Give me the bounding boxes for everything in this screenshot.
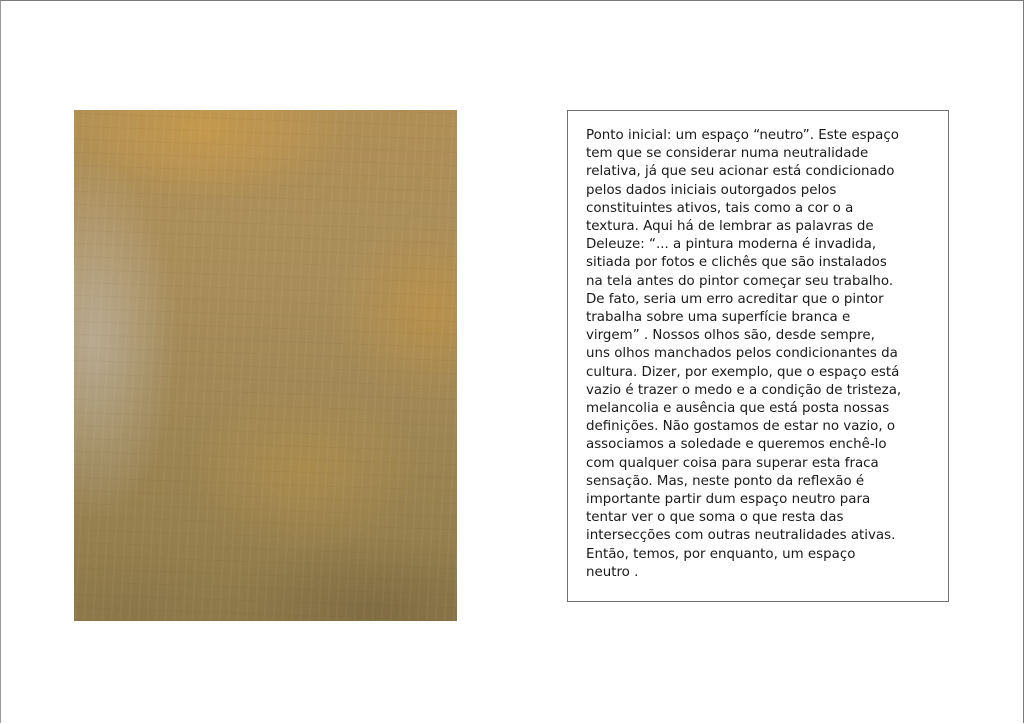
body-paragraph: Ponto inicial: um espaço “neutro”. Este espaço tem que se considerar numa neutralidade relativa, já que seu acionar está condicionado pelos dados iniciais outorgados pelos constituintes ativos, tais como a cor o a textura. Aqui há de lembrar as palavras de Deleuze: “... a pintura moderna é invadida, sitiada por fotos e clichês que são instalados na tela antes do pintor começar seu trabalho. De fato, seria um erro acreditar que o pintor trabalha sobre uma superfície branca e virgem” . Nossos olhos são, desde sempre, uns olhos manchados pelos condicionantes da cultura. Dizer, por exemplo, que o espaço está vazio é trazer o medo e a condição de tristeza, melancolia e ausência que está posta nossas definições. Não gostamos de estar no vazio, o associamos a soledade e queremos enchê-lo com qualquer coisa para superar esta fraca sensação. Mas, neste ponto da reflexão é importante partir dum espaço neutro para tentar ver o que soma o que resta das intersecções com outras neutralidades ativas. Então, temos, por enquanto, um espaço neutro . (586, 128, 902, 580)
textured-ochre-painting-image (74, 110, 457, 621)
text-frame (567, 110, 949, 602)
